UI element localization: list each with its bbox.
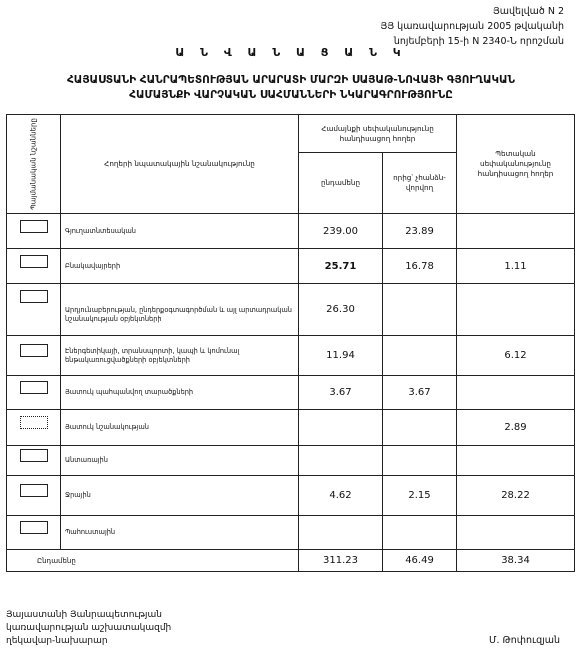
header-incl: որից՝ չհանձն-վորվող	[383, 153, 457, 214]
table-row	[7, 476, 575, 516]
row-incl	[383, 410, 457, 446]
appendix-number: Յավելված N 2	[492, 6, 564, 17]
row-incl: 3.67	[383, 376, 457, 410]
row-incl	[383, 516, 457, 550]
table-row	[7, 214, 575, 249]
appendix-header	[324, 4, 564, 49]
row-state	[457, 516, 575, 550]
legend-swatch	[20, 255, 48, 268]
row-state: 6.12	[457, 336, 575, 376]
legend-swatch	[20, 290, 48, 303]
row-incl: 16.78	[383, 249, 457, 284]
table-row	[7, 249, 575, 284]
row-state: 2.89	[457, 410, 575, 446]
row-total: 3.67	[299, 376, 383, 410]
signatory-block	[6, 609, 171, 648]
legend-swatch	[20, 220, 48, 233]
totals-state: 38.34	[457, 550, 575, 572]
signatory-line-2: կառավարության աշխատակազմի	[6, 623, 172, 633]
row-total: 4.62	[299, 476, 383, 516]
table-row	[7, 336, 575, 376]
table-row	[7, 516, 575, 550]
row-name: Յատուկ նշանակության	[61, 410, 299, 446]
row-state	[457, 376, 575, 410]
row-total: 239.00	[299, 214, 383, 249]
row-name: Էներգետիկայի, տրանսպորտի, կապի և կոմունալ ենթակառուցվածքների օբյեկտների	[61, 336, 299, 376]
signatory-line-3: ղեկավար-նախարար	[6, 636, 108, 646]
legend-swatch	[20, 449, 48, 462]
header-total: ընդամենը	[299, 153, 383, 214]
row-name: Բնակավայրերի	[61, 249, 299, 284]
table-row	[7, 376, 575, 410]
row-name: Ջրային	[61, 476, 299, 516]
totals-total: 311.23	[299, 550, 383, 572]
row-total	[299, 516, 383, 550]
totals-incl: 46.49	[383, 550, 457, 572]
header-code: Պայմանական նշանները	[7, 115, 61, 214]
row-total: 25.71	[299, 249, 383, 284]
legend-swatch	[20, 484, 48, 497]
appendix-date-line: նոյեմբերի 15-ի N 2340-Ն որոշման	[393, 36, 564, 47]
row-total: 11.94	[299, 336, 383, 376]
row-incl: 2.15	[383, 476, 457, 516]
legend-swatch	[20, 381, 48, 394]
subtitle-line-1: ՀԱՅԱՍՏԱՆԻ ՀԱՆՐԱՊԵՏՈՒԹՅԱՆ ԱՐԱՐԱՏԻ ՄԱՐԶԻ ՍԱՅԱԹ-ՆՈՎԱՅԻ ԳՅՈՒՂԱԿԱՆ	[66, 74, 516, 86]
row-name: Գյուղատնտեսական	[61, 214, 299, 249]
row-state: 28.22	[457, 476, 575, 516]
row-state	[457, 214, 575, 249]
row-total: 26.30	[299, 284, 383, 336]
legend-swatch	[20, 344, 48, 357]
appendix-decision-line: ՅՅ կառավարության 2005 թվականի	[380, 21, 564, 32]
header-state: Պետական սեփականությունը հանդիսացող հողեր	[457, 115, 575, 214]
land-table	[6, 114, 575, 572]
row-name: Յատուկ պահպանվող տարածքների	[61, 376, 299, 410]
legend-swatch	[20, 521, 48, 534]
row-name: Անտառային	[61, 446, 299, 476]
row-name: Արդյունաբերության, ընդերքօգտագործման և այլ արտադրական նշանակության օբյեկտների	[61, 284, 299, 336]
totals-label: Ընդամենը	[7, 550, 299, 572]
row-state: 1.11	[457, 249, 575, 284]
document-title: Ա Ն Վ Ա Ն Ա Ց Ա Ն Կ	[175, 46, 407, 59]
row-incl: 23.89	[383, 214, 457, 249]
row-state	[457, 284, 575, 336]
signature-name: Մ. Թոփուզյան	[488, 635, 560, 646]
row-state	[457, 446, 575, 476]
row-total	[299, 410, 383, 446]
table-row	[7, 446, 575, 476]
subtitle-line-2: ՀԱՄԱՅՆՔԻ ՎԱՐՉԱԿԱՆ ՍԱՀՄԱՆՆԵՐԻ ՆԿԱՐԱԳՐՈՒԹՅՈՒՆԸ	[129, 89, 453, 101]
row-total	[299, 446, 383, 476]
row-incl	[383, 336, 457, 376]
signatory-line-1: Յայաստանի Յանրապետության	[6, 610, 162, 620]
header-purpose: Հողերի նպատակային նշանակությունը	[61, 115, 299, 214]
document-subtitle	[10, 73, 572, 103]
row-incl	[383, 446, 457, 476]
table-row	[7, 284, 575, 336]
row-incl	[383, 284, 457, 336]
header-community: Համայնքի սեփականությունը հանդիսացող հողեր	[299, 115, 457, 153]
row-name: Պահուստային	[61, 516, 299, 550]
table-row	[7, 410, 575, 446]
totals-row	[7, 550, 575, 572]
legend-swatch	[20, 416, 48, 429]
